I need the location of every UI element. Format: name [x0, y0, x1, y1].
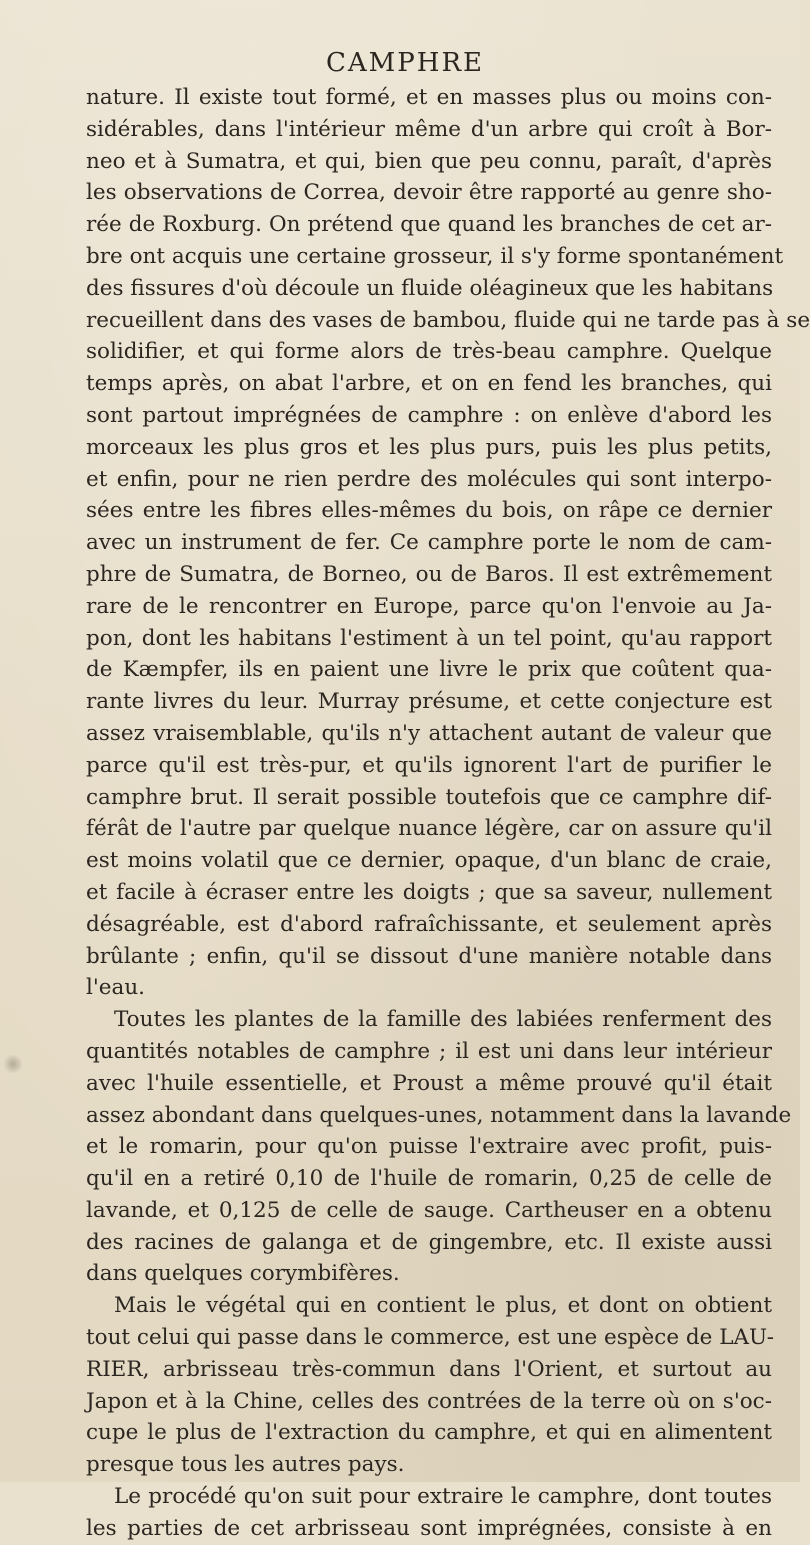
text-line: cupe le plus de l'extraction du camphre, et qui en alimentent — [86, 1420, 772, 1446]
text-line: temps après, on abat l'arbre, et on en fend les branches, qui — [86, 371, 772, 397]
text-line: neo et à Sumatra, et qui, bien que peu connu, paraît, d'après — [86, 148, 772, 174]
text-line: parce qu'il est très-pur, et qu'ils ignorent l'art de purifier le — [86, 752, 772, 778]
text-line: camphre brut. Il serait possible toutefois que ce camphre dif- — [86, 784, 772, 810]
text-line: rée de Roxburg. On prétend que quand les branches de cet ar- — [86, 212, 772, 238]
text-line: brûlante ; enfin, qu'il se dissout d'une manière notable dans — [86, 943, 772, 969]
text-line: avec un instrument de fer. Ce camphre porte le nom de cam- — [86, 530, 772, 556]
text-line: RIER, arbrisseau très-commun dans l'Orient, et surtout au — [86, 1356, 772, 1382]
text-line: et le romarin, pour qu'on puisse l'extraire avec profit, puis- — [86, 1134, 772, 1160]
text-line: désagréable, est d'abord rafraîchissante, et seulement après — [86, 911, 772, 937]
text-line: l'eau. — [86, 975, 146, 1001]
text-line: des fissures d'où découle un fluide oléagineux que les habitans — [86, 275, 774, 301]
text-line: pon, dont les habitans l'estiment à un tel point, qu'au rapport — [86, 625, 772, 651]
text-line: Mais le végétal qui en contient le plus, et dont on obtient — [114, 1293, 772, 1319]
body-text — [86, 82, 810, 1545]
text-line: et enfin, pour ne rien perdre des molécules qui sont interpo- — [86, 466, 772, 492]
text-line: nature. Il existe tout formé, et en masses plus ou moins con- — [86, 85, 772, 110]
text-line: tout celui qui passe dans le commerce, est une espèce de LAU- — [86, 1325, 775, 1351]
text-line: presque tous les autres pays. — [86, 1452, 405, 1478]
text-line: est moins volatil que ce dernier, opaque, d'un blanc de craie, — [86, 848, 772, 874]
text-line: férât de l'autre par quelque nuance légère, car on assure qu'il — [86, 816, 772, 842]
text-line: dans quelques corymbifères. — [86, 1261, 400, 1287]
text-line: recueillent dans des vases de bambou, fluide qui ne tarde pas à se — [86, 307, 810, 333]
text-line: bre ont acquis une certaine grosseur, il s'y forme spontanément — [86, 243, 784, 269]
text-line: et facile à écraser entre les doigts ; que sa saveur, nullement — [86, 879, 772, 905]
text-line: phre de Sumatra, de Borneo, ou de Baros. Il est extrêmement — [86, 561, 772, 587]
text-line: sidérables, dans l'intérieur même d'un arbre qui croît à Bor- — [86, 116, 772, 142]
text-line: quantités notables de camphre ; il est uni dans leur intérieur — [86, 1038, 772, 1064]
text-line: Toutes les plantes de la famille des labiées renferment des — [114, 1007, 772, 1033]
text-line: rante livres du leur. Murray présume, et cette conjecture est — [86, 689, 772, 715]
text-line: Japon et à la Chine, celles des contrées de la terre où on s'oc- — [86, 1388, 772, 1414]
text-line: les parties de cet arbrisseau sont imprégnées, consiste à en — [86, 1515, 772, 1541]
text-line: sont partout imprégnées de camphre : on enlève d'abord les — [86, 402, 772, 428]
text-line: sées entre les fibres elles-mêmes du bois, on râpe ce dernier — [86, 498, 772, 524]
text-line: qu'il en a retiré 0,10 de l'huile de romarin, 0,25 de celle de — [86, 1166, 772, 1192]
text-line: avec l'huile essentielle, et Proust a même prouvé qu'il était — [86, 1070, 772, 1096]
text-line: solidifier, et qui forme alors de très-beau camphre. Quelque — [86, 339, 772, 365]
text-line: assez abondant dans quelques-unes, notamment dans la lavande — [86, 1102, 792, 1128]
text-line: de Kæmpfer, ils en paient une livre le prix que coûtent qua- — [86, 657, 772, 683]
text-line: Le procédé qu'on suit pour extraire le camphre, dont toutes — [114, 1484, 772, 1510]
text-line: assez vraisemblable, qu'ils n'y attachent autant de valeur que — [86, 720, 772, 746]
text-line: lavande, et 0,125 de celle de sauge. Cartheuser en a obtenu — [86, 1197, 772, 1223]
text-line: morceaux les plus gros et les plus purs, puis les plus petits, — [86, 434, 772, 460]
text-line: les observations de Correa, devoir être rapporté au genre sho- — [86, 180, 772, 206]
text-line: rare de le rencontrer en Europe, parce qu'on l'envoie au Ja- — [86, 593, 772, 619]
text-line: des racines de galanga et de gingembre, etc. Il existe aussi — [86, 1229, 772, 1255]
running-head: CAMPHRE — [325, 48, 484, 78]
margin-stain — [2, 1055, 24, 1073]
